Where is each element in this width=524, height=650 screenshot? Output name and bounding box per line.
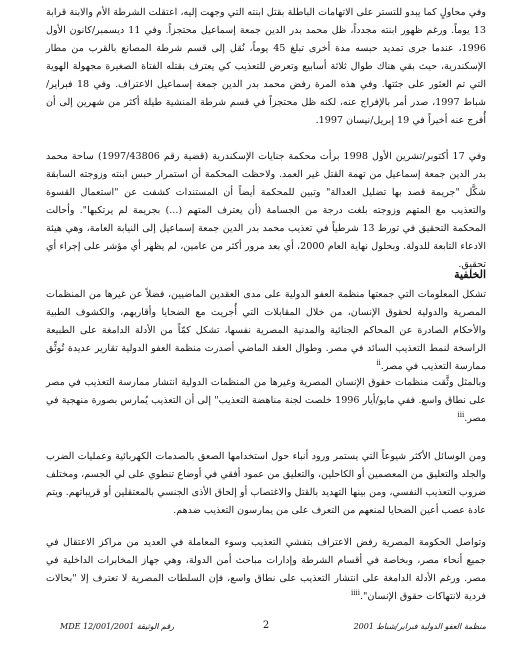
paragraph-human-rights-orgs	[46, 374, 486, 428]
paragraph-text: وتواصل الحكومة المصرية رفض الاعتراف بتفشي التعذيب وسوء المعاملة في العديد من مراكز الاعتقال في جميع أنحاء مصر، وبخاصة في أقسام الشرطة وإدارات مباحث أمن الدولة، وهي جهاز المخابرات الداخلية في مصر. ورغم الأدلة الدامغة على انتشار التعذيب على نطاق واسع، فإن السلطات المصرية لا تعترف إلا "بحالات فردية لانتهاكات حقوق الإنسان".	[46, 537, 486, 602]
doc-ref-code: MDE 12/001/2001	[60, 622, 135, 631]
paragraph-torture-methods	[46, 448, 486, 520]
doc-ref-label: رقم الوثيقة	[136, 622, 175, 631]
page-footer	[46, 622, 486, 636]
section-heading-background: الخلفية	[454, 268, 486, 281]
paragraph-case-detention	[46, 4, 486, 130]
paragraph-text: ومن الوسائل الأكثر شيوعاً التي يستمر ورود أنباء حول استخدامها الصعق بالصدمات الكهربائية وعمليات الضرب والجلد والتعليق من المعصمين أو الكاحلين، والتعليق من عمود أفقي في أوضاع تنطوي على لي الجسم، ومختلف ضروب التعذيب النفسي، ومن بينها التهديد بالقتل والاغتصاب أو إلحاق الأذى الجنسي بالمعتقلين أو قريباتهم. ويتم عادة عصب أعين الضحايا لمنعهم من التعرف على من يمارسون التعذيب ضدهم.	[46, 451, 486, 516]
paragraph-government-denial	[46, 534, 486, 606]
footer-publisher	[354, 622, 486, 631]
footnote-marker[interactable]: ii	[376, 358, 381, 367]
page-number: 2	[262, 620, 270, 631]
paragraph-text: وفي محاولٍ كما يبدو للتستر على الاتهامات الباطلة بقتل ابنته التي وجهت إليه، اعتقلت الشرطة الأم والابنة قرابة 13 يوماً. ورغم ظهور ابنته مجدداً، ظل محمد بدر الدين جمعة إسماعيل محتجزاً. وفي 11 ديسمبر/كانون الأول 1996، عندما جرى تمديد حبسه مدة أخرى تبلغ 45 يوماً، نُقل إلى قسم شرطة المصانع بالقرب من مطار الإسكندرية، حيث بقي هناك طوال ثلاثة أسابيع وتعرض للتعذيب كي يعترف بقتله الفتاة الصغيرة مجهولة الهوية التي تم العثور على جثتها. وفي هذه المرة رفض محمد بدر الدين جمعة إسماعيل الاعتراف. وفي 18 فبراير/شباط 1997، صدر أمر بالإفراج عنه، لكنه ظل محتجزاً في قسم شرطة المنشية طيلة أكثر من شهرين إلى أن أُفرج عنه أخيراً في 19 إبريل/نيسان 1997.	[46, 7, 487, 126]
paragraph-text: وبالمثل وثَّقت منظمات حقوق الإنسان المصرية وغيرها من المنظمات الدولية انتشار ممارسة التعذيب في مصر على نطاق واسع. ففي مايو/أيار 1996 خلصت لجنة مناهضة التعذيب" إلى أن التعذيب يُمارس بصورة منهجية في مصر.	[46, 377, 486, 424]
paragraph-court-ruling	[46, 148, 486, 274]
publisher-name: منظمة العفو الدولية فبراير/شباط	[376, 622, 486, 631]
paragraph-text: وفي 17 أكتوبر/تشرين الأول 1998 برأت محكمة جنايات الإسكندرية (قضية رقم 1997/43806) ساحة محمد بدر الدين جمعة إسماعيل من تهمة القتل غير العمد. ولاحظت المحكمة أن استمرار حبس ابنته وزوجته السابقة شكَّل "جريمة قصد بها تضليل العدالة" وتبين للمحكمة أيضاً أن المستندات كشفت عن "استعمال القسوة والتعذيب مع المتهم وزوجته بلغت درجة من الجسامة (أن يعترف المتهم (...) بجريمة لم يرتكبها". وأحالت المحكمة التحقيق في تورط 13 شرطياً في تعذيب محمد بدر الدين جمعة إسماعيل إلى النيابة العامة، وهي هيئة الادعاء التابعة للدولة. وبحلول نهاية العام 2000، أي بعد مرور أكثر من عامين، لم يظهر أي مؤشر على إجراء أي تحقيق.	[46, 151, 487, 270]
publish-year: 2001	[353, 622, 374, 631]
footnote-marker[interactable]: iiii	[351, 588, 360, 597]
footnote-marker[interactable]: iii	[457, 410, 465, 419]
paragraph-text: تشكل المعلومات التي جمعتها منظمة العفو الدولية على مدى العقدين الماضيين، فضلاً عن غيرها من المنظمات المصرية والدولية لحقوق الإنسان، من خلال المقابلات التي أُجريت مع الضحايا وأقاربهم، والكشوف الطبية والأحكام الصادرة عن المحاكم الجنائية والمدنية المصرية نفسها، تشكل كمّاً من الأدلة الدامغة على الطبيعة الراسخة لنمط التعذيب السائد في مصر. وطوال العقد الماضي أصدرت منظمة العفو الدولية تقارير عديدة تُوثِّق ممارسة التعذيب في مصر.	[46, 289, 486, 372]
paragraph-evidence	[46, 286, 486, 376]
